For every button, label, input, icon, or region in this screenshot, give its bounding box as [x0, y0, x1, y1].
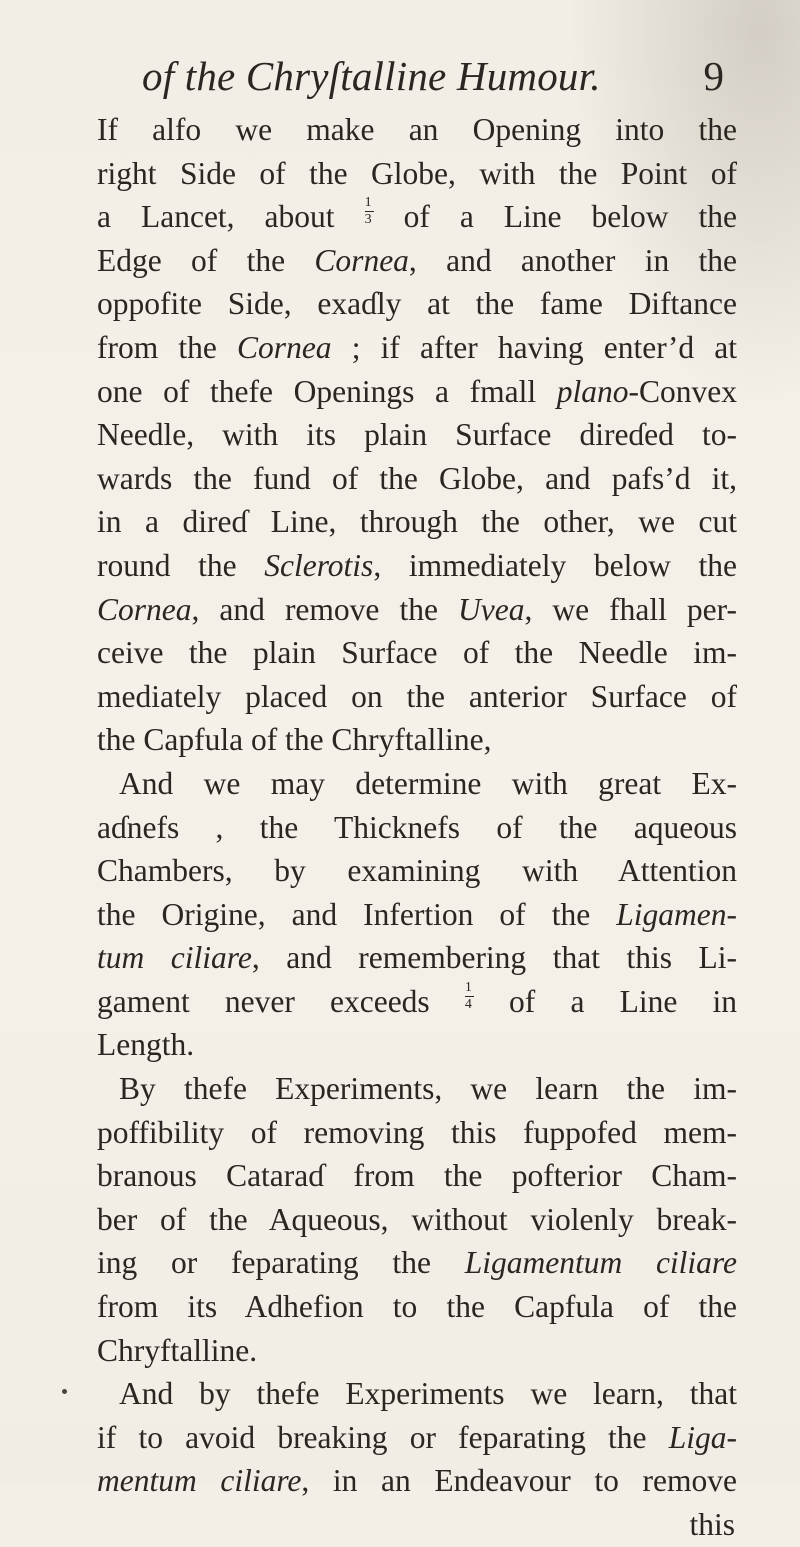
text-line: mentum ciliare, in an Endeavour to remove — [97, 1463, 737, 1499]
text-line: tum ciliare, and remembering that this Li- — [97, 940, 738, 976]
text-line: poffibility of removing this fuppofed mem- — [97, 1114, 737, 1150]
text-line: Chambers, by examining with Attention — [97, 853, 737, 889]
text-line: And by thefe Experiments we learn, that — [119, 1376, 737, 1412]
text-line: ing or feparating the Ligamentum ciliare — [97, 1245, 738, 1281]
text-line: aɗnefs , the Thicknefs of the aqueous — [97, 809, 737, 845]
text-line: round the Sclerotis, immediately below the — [97, 547, 737, 583]
text-line: gament never exceeds $\frac{1}{4}$ of a Line in — [97, 979, 738, 1019]
text-line: the Origine, and Infertion of the Ligamen- — [97, 896, 737, 932]
text-line: branous Cataraɗ from the pofterior Cham- — [97, 1158, 737, 1194]
ink-speck — [62, 1389, 67, 1394]
text-line: If alfo we make an Opening into the — [97, 112, 737, 147]
catchword: this — [689, 1507, 735, 1542]
text-line: from its Adhefion to the Capfula of the — [97, 1289, 737, 1325]
text-line: a Lancet, about $\frac{1}{3}$ of a Line below the — [97, 195, 738, 235]
fraction: $\frac{1}{3}$ — [364, 195, 372, 228]
page-number: 9 — [703, 53, 724, 99]
text-line: the Capfula of the Chryftalline, — [97, 722, 492, 758]
text-line: oppofite Side, exaɗly at the fame Diftance — [97, 286, 737, 322]
text-line: Needle, with its plain Surface direɗed to- — [97, 417, 737, 453]
fraction: $\frac{1}{4}$ — [464, 979, 472, 1012]
text-line: if to avoid breaking or feparating the Liga- — [97, 1419, 737, 1455]
running-title: of the Chryſtalline Humour. — [142, 53, 601, 99]
text-line: in a direɗ Line, through the other, we cut — [97, 504, 737, 540]
text-line: By thefe Experiments, we learn the im- — [119, 1071, 737, 1107]
text-line: right Side of the Globe, with the Point of — [97, 155, 737, 191]
text-line: Chryftalline. — [97, 1332, 258, 1368]
text-line: from the Cornea ; if after having enter’d at — [97, 329, 738, 365]
text-line: Cornea, and remove the Uvea, we fhall per- — [97, 591, 737, 627]
text-line: mediately placed on the anterior Surface of — [97, 678, 737, 714]
text-line: ceive the plain Surface of the Needle im- — [97, 635, 737, 671]
text-line: ber of the Aqueous, without violenly break- — [97, 1201, 737, 1237]
text-line: wards the fund of the Globe, and pafs’d it, — [97, 460, 737, 496]
body-text — [97, 108, 737, 1547]
text-line: one of thefe Openings a fmall plano-Convex — [97, 373, 737, 409]
text-line: Edge of the Cornea, and another in the — [97, 242, 738, 278]
text-line: Length. — [97, 1027, 195, 1063]
page-header — [142, 52, 742, 112]
text-line: And we may determine with great Ex- — [119, 765, 737, 801]
